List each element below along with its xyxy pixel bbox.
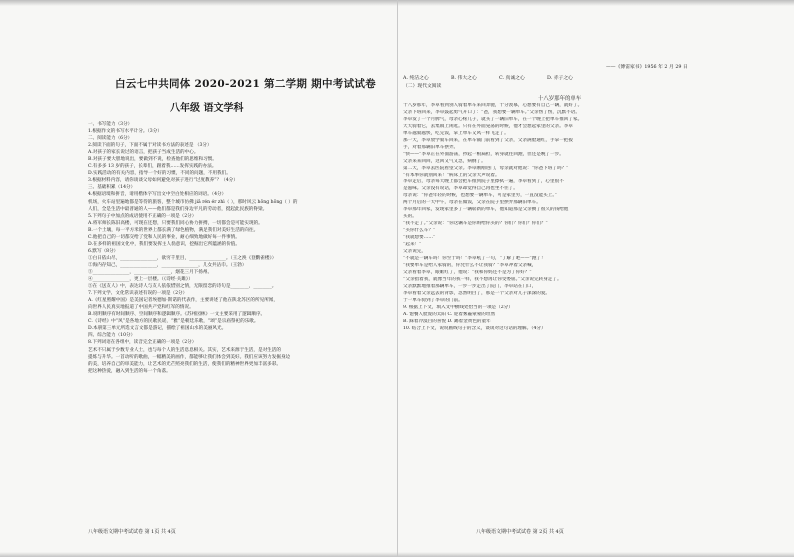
right-page-footer: 八年级语文期中考试试卷 第 2页 共 4页: [476, 529, 564, 535]
text-line: 李卓走后，母亲每天晚上都会把车推到院子里擦拭一遍，李卓看到了，心里很不: [403, 179, 564, 185]
right-page-body: [403, 103, 678, 332]
text-line: 2.阅读下面的句子，下面不属于对读书方法的表述是 （3分）: [88, 143, 212, 149]
option-a: A. 纯洁之心: [403, 76, 429, 81]
text-line: 的美，培养自己的审美能力，让艺术的光芒照亮我们的生活，使我们的精神世界更加丰富多彩。: [88, 361, 281, 367]
text-line: ④________________，更上一层楼。（《诗经·关雎》）: [88, 277, 193, 283]
text-line: 第二天，李卓去医院看望父亲。李卓刚刚进门，母亲就对他说：“你爸下班了吗？”: [403, 165, 569, 171]
text-line: 父亲下班回来，李卓鼓起勇气开口了：“爸，我想要一辆单车。”父亲愣了愣，沉默不语。: [403, 109, 580, 115]
text-line: “我不走了。”父亲说：“你这辆车是你妈给你买的？你们？你们？你们？”: [403, 221, 548, 227]
text-line: 父亲来来回回，这回又气又急，病倒了。: [403, 158, 486, 164]
text-line: 6.默写（8分）: [88, 248, 119, 254]
option-b: B. 伟大之心: [451, 76, 477, 81]
text-line: 10. 结合上下文，说说画线句子的含义，谈谈对这句话的理解。（4分）: [403, 325, 546, 331]
text-line: 买的。: [403, 214, 417, 220]
text-line: A. 饱餐人脸庞的太阳 C. 迎着雾霾蒙蒙的坦然: [403, 311, 496, 317]
text-line: 父亲说完，: [403, 249, 426, 255]
text-line: ②海内存知己，________________，________________，儿女共沾巾。（王勃）: [88, 262, 247, 268]
text-line: 父亲默默地推着那辆单车，一步一步走出了院门，李卓站在门口，: [403, 283, 537, 289]
text-line: 把这种热爱，融入到生活的每一个角落。: [88, 368, 171, 374]
text-line: 7.下列文学、文化常识表述有误的一项是（2分）: [88, 291, 188, 297]
text-line: 两个月后的一天中午，母亲在做饭，父亲在院子里摆弄那辆旧单车。: [403, 200, 541, 206]
text-line: “父亲指着我，就像当年的我一样，我不想再让你受委屈。”父亲说完转身走了。: [403, 276, 562, 282]
text-line: “买你什么车？”: [403, 228, 436, 234]
text-line: 母亲说：“你爸年轻的时候，也想要一辆单车，可是家里穷，一直没能买上。”: [403, 193, 557, 199]
text-line: 艺术不只属于少数专业人士，也与每个人的生活息息相关。其实，艺术来源于生活，是对生活的: [88, 347, 281, 353]
text-line: B.对孩子要大胆地说出，要做到不说，检查他们的思维和习惯。: [88, 157, 217, 163]
text-line: 机场，火车站里遍地都是等待的旅客，整个城市仿佛 jiā rén ér zhì（ ），那时风云 hōnɡ hōnɡ（ ）的: [88, 199, 298, 205]
text-line: 3.根据材料内容，请你谈谈父母如何避免对孩子进行“过度教养”？（4分）: [88, 178, 238, 184]
text-line: 人们，全是生活中最普通的人——他们都是我们身边平凡的劳动者，挺起此民族的脊梁。: [88, 206, 268, 212]
text-line: 李卓发了一个月脾气，母亲心疼儿子，就买了一辆旧单车，在一个晚上把单车推回了家。: [403, 116, 583, 122]
text-line: “我要单车是给人家骑的，你凭什么不让我骑？”李卓冲着父亲喊，: [403, 262, 537, 268]
text-line: 三、基础积累（14分）: [88, 185, 136, 191]
text-line: C.《诗经》中“风”是各地方的民歌民谣，“雅”是朝廷乐歌，“颂”是宗庙祭祀的乐歌。: [88, 319, 259, 325]
text-line: 是滋味。父亲没有说话，李卓却觉得自己再也坐不住了。: [403, 186, 518, 192]
text-line: 二、阅读能力（6分）: [88, 136, 133, 142]
text-line: 四、综合能力（10分）: [88, 333, 136, 339]
essay-title: 十八岁那年的单车: [538, 96, 582, 102]
exam-subtitle: 八年级 语文学科: [170, 103, 244, 114]
text-line: ③________________，________________，烟花三月下扬州。: [88, 269, 213, 275]
text-line: 1.根据作文的书写水平计分。（3分）: [88, 129, 162, 135]
text-line: 十八岁那年，李卓看到别人骑着单车来回奔驰，十分羡慕，心想要有自己一辆，就好了。: [403, 103, 583, 108]
left-page-body: [88, 121, 388, 375]
right-page: [397, 0, 794, 557]
text-line: 提炼与升华。一首动听的歌曲，一幅精美的画作，都能够让我们体会到美好。我们应该努力发掘身边: [88, 354, 291, 360]
text-line: 于一单车骑到了李卓的门前。: [403, 297, 463, 303]
text-line: ①白日依山尽，________________，欲穷千里目，________________。（王之涣《登鹳雀楼》）: [88, 255, 277, 261]
option-c: C. 真诚之心: [499, 76, 525, 81]
quote-source: ——《傅雷家书》1956 年 2 月 29 日: [606, 65, 688, 70]
text-line: “快——”李卓正在外面游荡，抄起一根扁担，转身就往回跑，但还是晚了一步。: [403, 151, 564, 157]
text-line: C.他把自己的一切都交给了党和人民的事业，耐心细致地做好每一件事情。: [88, 234, 240, 240]
text-line: 向世界人民真实地报道了中国共产党和红军的情况。: [88, 305, 194, 311]
section-heading: （二）现代文阅读: [403, 84, 442, 89]
text-line: 那一天，李卓放学骑车回来，在单车铺门前看到了父亲，父亲满脸通红，手拿一把扳: [403, 137, 573, 143]
text-line: 李卓看着父亲远去的背影，忽然明白了，那是一个父亲对儿子深深的爱。: [403, 290, 551, 296]
text-line: “我就想要……”: [403, 235, 436, 241]
text-line: 李卓那年回家，发现家里多了一辆崭新的单车，他知道那是父亲攒了很久的钱给他: [403, 207, 569, 213]
text-line: 单车越骑越快，吃完饭，拿上单车又风一样飞走了。: [403, 130, 509, 136]
text-line: 4.根据语境和拼音，请用楷体字写出文中空白处相应的词语。（4分）: [88, 192, 227, 198]
text-line: “有本事你就别回来！”病床上的父亲大声说着。: [403, 172, 500, 178]
text-line: B.一个土壤，每一平方米的世界上都长满了绿色植物，满足我们对美好生活的向往。: [88, 227, 259, 233]
text-line: B.说明顺序有时间顺序、空间顺序和逻辑顺序。《苏州园林》一文主要采用了逻辑顺序。: [88, 312, 266, 318]
left-page-footer: 八年级语文期中考试试卷 第 1页 共 4页: [88, 529, 176, 535]
text-line: A.对孩子的家长说过的语言，把孩子当成生活的中心。: [88, 150, 199, 156]
text-line: “起来！”: [403, 242, 422, 248]
text-line: 一、书写能力（3分）: [88, 122, 133, 127]
text-line: 9. 根据上下文，填入文中横线处恰当的一项是（2分）: [403, 304, 513, 310]
text-line: D.在多样的祖国文化中，我们要发挥主人翁意识，挖掘出它所蕴涵的价值。: [88, 241, 240, 247]
text-line: A.《红星照耀中国》是美国记者埃德加·斯诺的代表作，主要讲述了他在陕北苏区的所见所闻，: [88, 298, 278, 304]
text-line: C.有多多 13 岁的孩子，长辈们，跟着我……发挥实践的办法。: [88, 164, 217, 170]
text-line: B. 踩着冷漠目的喜悦 D. 踢着金黄色的童年: [403, 318, 491, 324]
text-line: D.实践活动的有关内容，指导一个好的习惯，不同的问题，不用我们。: [88, 171, 231, 177]
text-line: A.将军师长陈旧高楼，可现在还想，只要我们同心协力拼搏，一切都会是可能实现的。: [88, 220, 263, 226]
text-line: 5.下列句子中加点的成语使用不正确的一项是（2分）: [88, 213, 197, 219]
text-line: D.本册第三单元所选文言文都是游记，描绘了祖国山水的美丽风光。: [88, 326, 227, 332]
exam-title: 白云七中共同体 2020-2021 第二学期 期中考试试卷: [115, 78, 376, 90]
text-line: 父亲看着李卓，眼眶红了，他说：“我和你妈还不是为了你好？”: [403, 269, 532, 275]
answer-options-row: [403, 74, 595, 81]
text-line: “不就是一辆车吗！你至于吗！”李卓吼了一句，“了解了吧——”跑了！: [403, 255, 546, 261]
text-line: ⑤在《送友人》中，表达诗人与友人依依惜别之情，无限留恋的诗句是________，________。: [88, 284, 277, 290]
text-line: 手，对着那辆旧单车摆弄。: [403, 144, 459, 150]
option-d: D. 赤子之心: [547, 76, 573, 81]
text-line: 8.下列词语在各组中，读音完全正确的一项是（2分）: [88, 340, 197, 346]
text-line: 天天骑着它，去集镇上闲逛。只有在外面晃荡的时候，他才会想起家里的父亲。李卓: [403, 123, 573, 129]
